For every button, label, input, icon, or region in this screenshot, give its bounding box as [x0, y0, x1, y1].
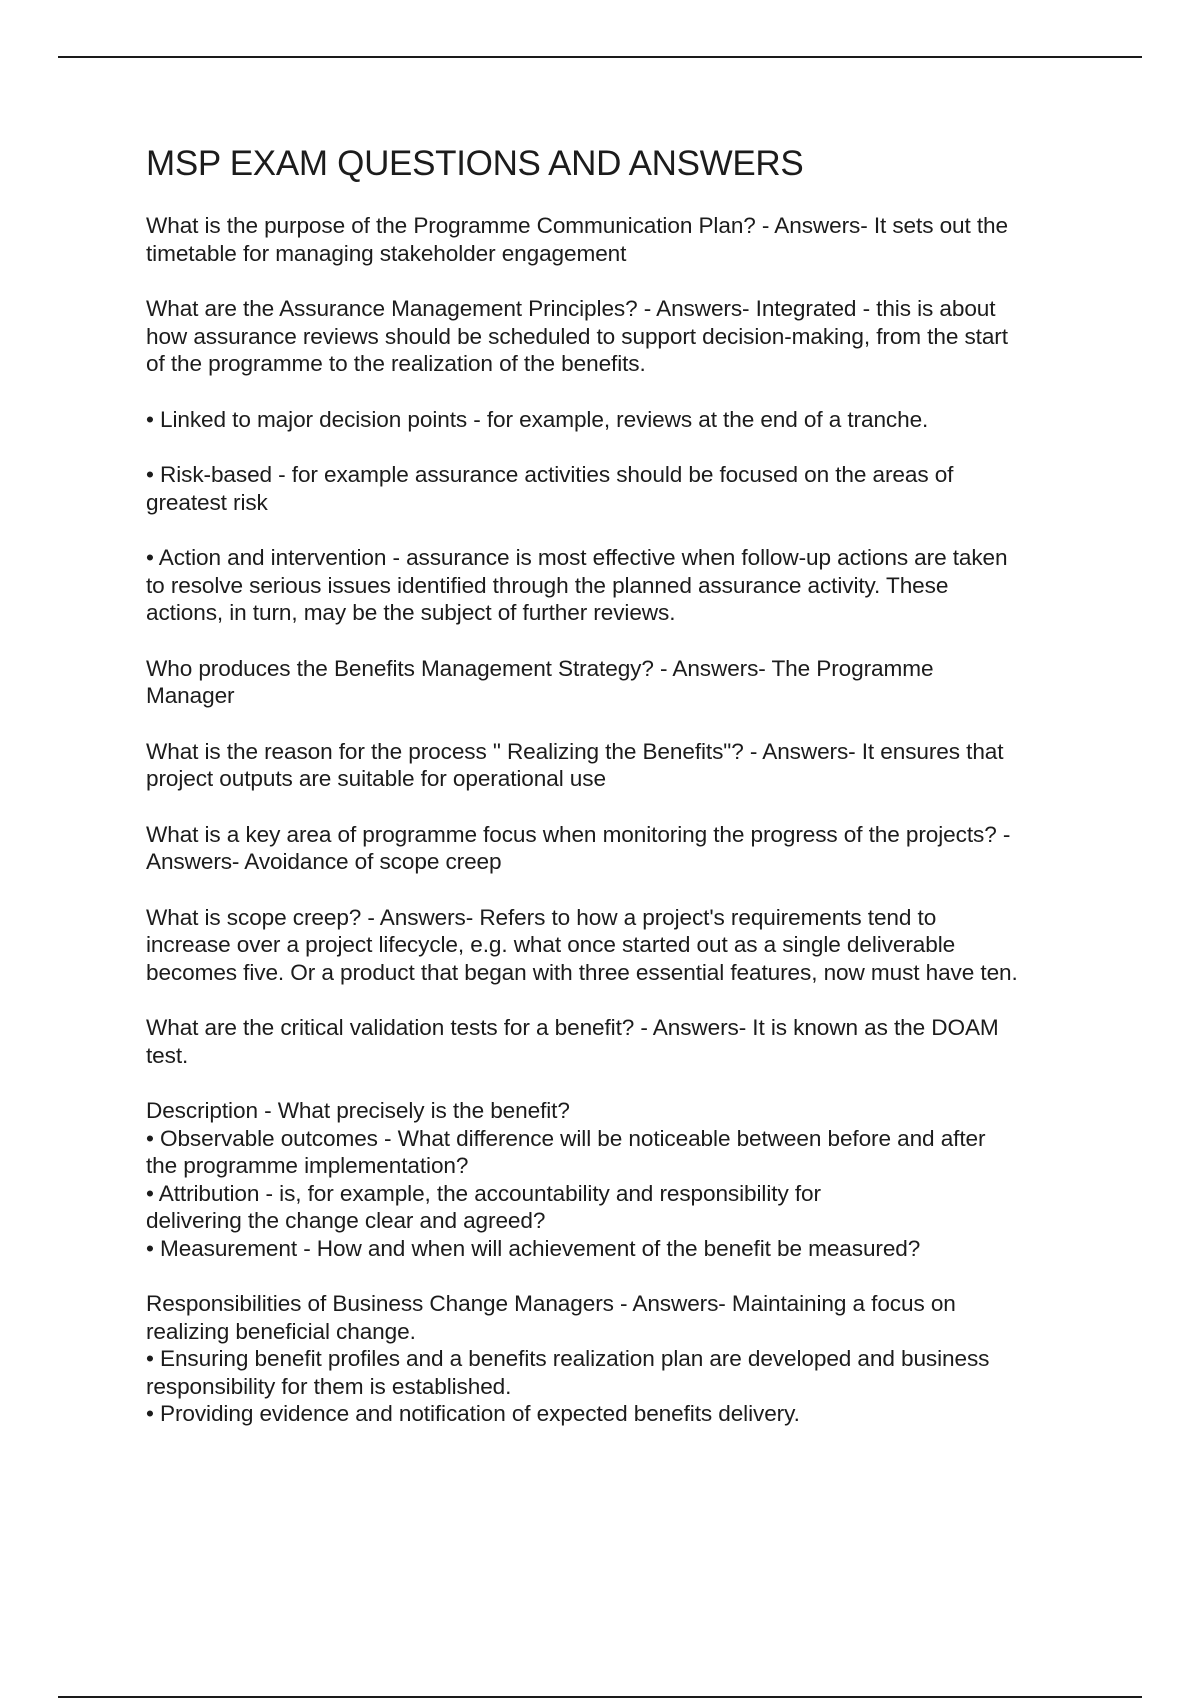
bullet-risk-based: • Risk-based - for example assurance activities should be focused on the areas of greatest risk — [146, 462, 954, 515]
qa-realizing-benefits: What is the reason for the process " Realizing the Benefits"? - Answers- It ensures that project outputs are suitable for operational use — [146, 738, 1004, 791]
qa-purpose-communication-plan: What is the purpose of the Programme Communication Plan? - Answers- It sets out the timetable for managing stakeholder engagement — [146, 213, 1008, 266]
top-divider — [58, 56, 1142, 58]
qa-scope-creep: What is scope creep? - Answers- Refers to how a project's requirements tend to increase over a project lifecycle, e.g. what once started out as a single deliverable becomes five. Or a product that began with three essential features, now must have ten. — [146, 904, 1018, 985]
qa-business-change-managers: Responsibilities of Business Change Managers - Answers- Maintaining a focus on realizing beneficial change. • Ensuring benefit profiles and a benefits realization plan are developed and business responsibility for them is established. • Providing evidence and notification of expected benefits delivery. — [146, 1291, 990, 1426]
qa-benefits-strategy: Who produces the Benefits Management Strategy? - Answers- The Programme Manager — [146, 655, 934, 708]
doam-description-list: Description - What precisely is the benefit? • Observable outcomes - What difference will be noticeable between before and after the programme implementation? • Attribution - is, for example, the accountability and responsibility for delivering the change clear and agreed? • Measurement - How and when will achievement of the benefit be measured? — [146, 1098, 986, 1261]
qa-validation-tests: What are the critical validation tests for a benefit? - Answers- It is known as the DOAM test. — [146, 1015, 999, 1068]
bottom-divider — [58, 1696, 1142, 1698]
document-page — [146, 140, 1096, 1456]
document-title: MSP EXAM QUESTIONS AND ANSWERS — [146, 144, 804, 183]
bullet-action-intervention: • Action and intervention - assurance is most effective when follow-up actions are taken to resolve serious issues identified through the planned assurance activity. These actions, in turn, may be the subject of further reviews. — [146, 545, 1008, 625]
qa-programme-focus: What is a key area of programme focus when monitoring the progress of the projects? - Answers- Avoidance of scope creep — [146, 821, 1011, 874]
bullet-linked-decision-points: • Linked to major decision points - for example, reviews at the end of a tranche. — [146, 406, 929, 432]
qa-assurance-principles: What are the Assurance Management Principles? - Answers- Integrated - this is about how assurance reviews should be scheduled to support decision-making, from the start of the programme to the realization of the benefits. — [146, 296, 1008, 376]
